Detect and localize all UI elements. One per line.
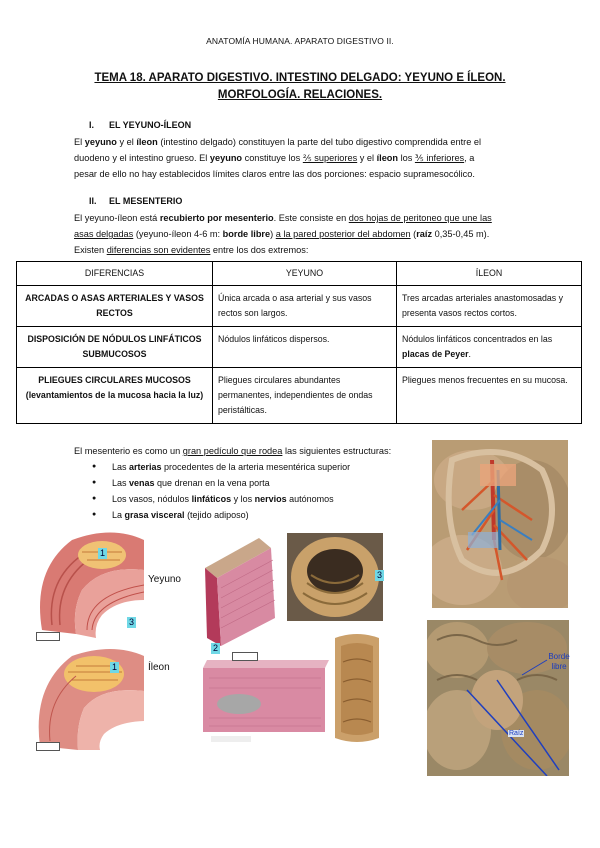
table-header: ÍLEON [397, 262, 582, 286]
ileum-wall-figure [199, 656, 331, 746]
row-label-sub: (levantamientos de la mucosa hacia la luz) [25, 390, 204, 400]
table-header-row [17, 262, 582, 286]
section-1-heading [89, 120, 191, 130]
yeyuno-cell: Única arcada o asa arterial y sus vasos rectos son largos. [213, 286, 397, 327]
mesentery-intro: El mesenterio es como un gran pedículo que rodea las siguientes estructuras: [74, 446, 392, 456]
yeyuno-cell: Nódulos linfáticos dispersos. [213, 327, 397, 368]
mesentery-root-figure [427, 620, 569, 776]
ileon-cell: Tres arcadas arteriales anastomosadas y presenta vasos rectos cortos. [397, 286, 582, 327]
section-1-title: EL YEYUNO-ÍLEON [109, 120, 192, 130]
label-ileon: Íleon [148, 662, 170, 673]
table-header: DIFERENCIAS [17, 262, 213, 286]
s1-line-1: El yeyuno y el íleon (intestino delgado) constituyen la parte del tubo digestivo comprendida entre el [74, 137, 482, 147]
figure-tag: 2 [213, 643, 219, 653]
page-title [60, 70, 540, 104]
s2-line-1: El yeyuno-íleon está recubierto por mesenterio. Este consiste en dos hojas de peritoneo que une las [74, 213, 492, 223]
list-item: ● La grasa visceral (tejido adiposo) [92, 507, 350, 523]
scale-bar [232, 652, 258, 661]
list-item: ● Las venas que drenan en la vena porta [92, 475, 350, 491]
jejunum-wall-figure [199, 538, 277, 648]
section-2-heading [89, 196, 182, 206]
label-borde-libre: Borde libre [548, 652, 570, 671]
scale-bar [36, 632, 60, 641]
table-header: YEYUNO [213, 262, 397, 286]
yeyuno-cell: Pliegues circulares abundantes permanentes, independientes de ondas peristálticas. [213, 368, 397, 424]
section-2-paragraph [74, 210, 529, 258]
ileum-tube-figure [331, 632, 383, 746]
list-item: ● Los vasos, nódulos linfáticos y los nervios autónomos [92, 491, 350, 507]
figure-tag: 3 [377, 570, 383, 580]
s1-line-2: duodeno y el intestino grueso. El yeyuno constituye los ⅖ superiores y el íleon los ⅗ inferiores, a [74, 153, 475, 163]
title-line-2: MORFOLOGÍA. RELACIONES. [217, 89, 383, 101]
row-label: DISPOSICIÓN DE NÓDULOS LINFÁTICOS SUBMUCOSOS [17, 327, 213, 368]
scale-bar [36, 742, 60, 751]
plicae-photo-figure [287, 533, 383, 621]
list-item: ● Las arterias procedentes de la arteria mesentérica superior [92, 459, 350, 475]
s2-line-2: asas delgadas (yeyuno-íleon 4-6 m: borde libre) a la pared posterior del abdomen (raíz 0,35-0,45 m). [74, 229, 490, 239]
s2-line-3: Existen diferencias son evidentes entre los dos extremos: [74, 245, 309, 255]
figure-tag: 1 [112, 662, 118, 672]
figure-tag: 1 [100, 548, 106, 558]
ileum-figure [32, 646, 144, 750]
page-header: ANATOMÍA HUMANA. APARATO DIGESTIVO II. [206, 36, 394, 46]
section-2-number: II. [89, 196, 97, 206]
row-label: ARCADAS O ASAS ARTERIALES Y VASOS RECTOS [17, 286, 213, 327]
label-raiz: Raíz [509, 730, 524, 737]
table-row [17, 368, 582, 424]
s1-line-3: pesar de ello no hay establecidos límites claros entre las dos porciones: espacio supramesocólico. [74, 169, 475, 179]
mesentery-vessels-figure [432, 440, 568, 608]
table-row [17, 286, 582, 327]
figure-tag: 3 [129, 617, 135, 627]
section-1-number: I. [89, 120, 95, 130]
section-1-paragraph [74, 134, 529, 182]
table-row [17, 327, 582, 368]
ileon-cell: Nódulos linfáticos concentrados en las placas de Peyer. [397, 327, 582, 368]
mesentery-bullet-list [92, 459, 350, 523]
row-label: PLIEGUES CIRCULARES MUCOSOS (levantamientos de la mucosa hacia la luz) [17, 368, 213, 424]
ileon-cell: Pliegues menos frecuentes en su mucosa. [397, 368, 582, 424]
title-line-1: TEMA 18. APARATO DIGESTIVO. INTESTINO DELGADO: YEYUNO E ÍLEON. [94, 72, 506, 84]
section-2-title: EL MESENTERIO [109, 196, 183, 206]
label-yeyuno: Yeyuno [148, 574, 181, 585]
differences-table [16, 261, 582, 424]
